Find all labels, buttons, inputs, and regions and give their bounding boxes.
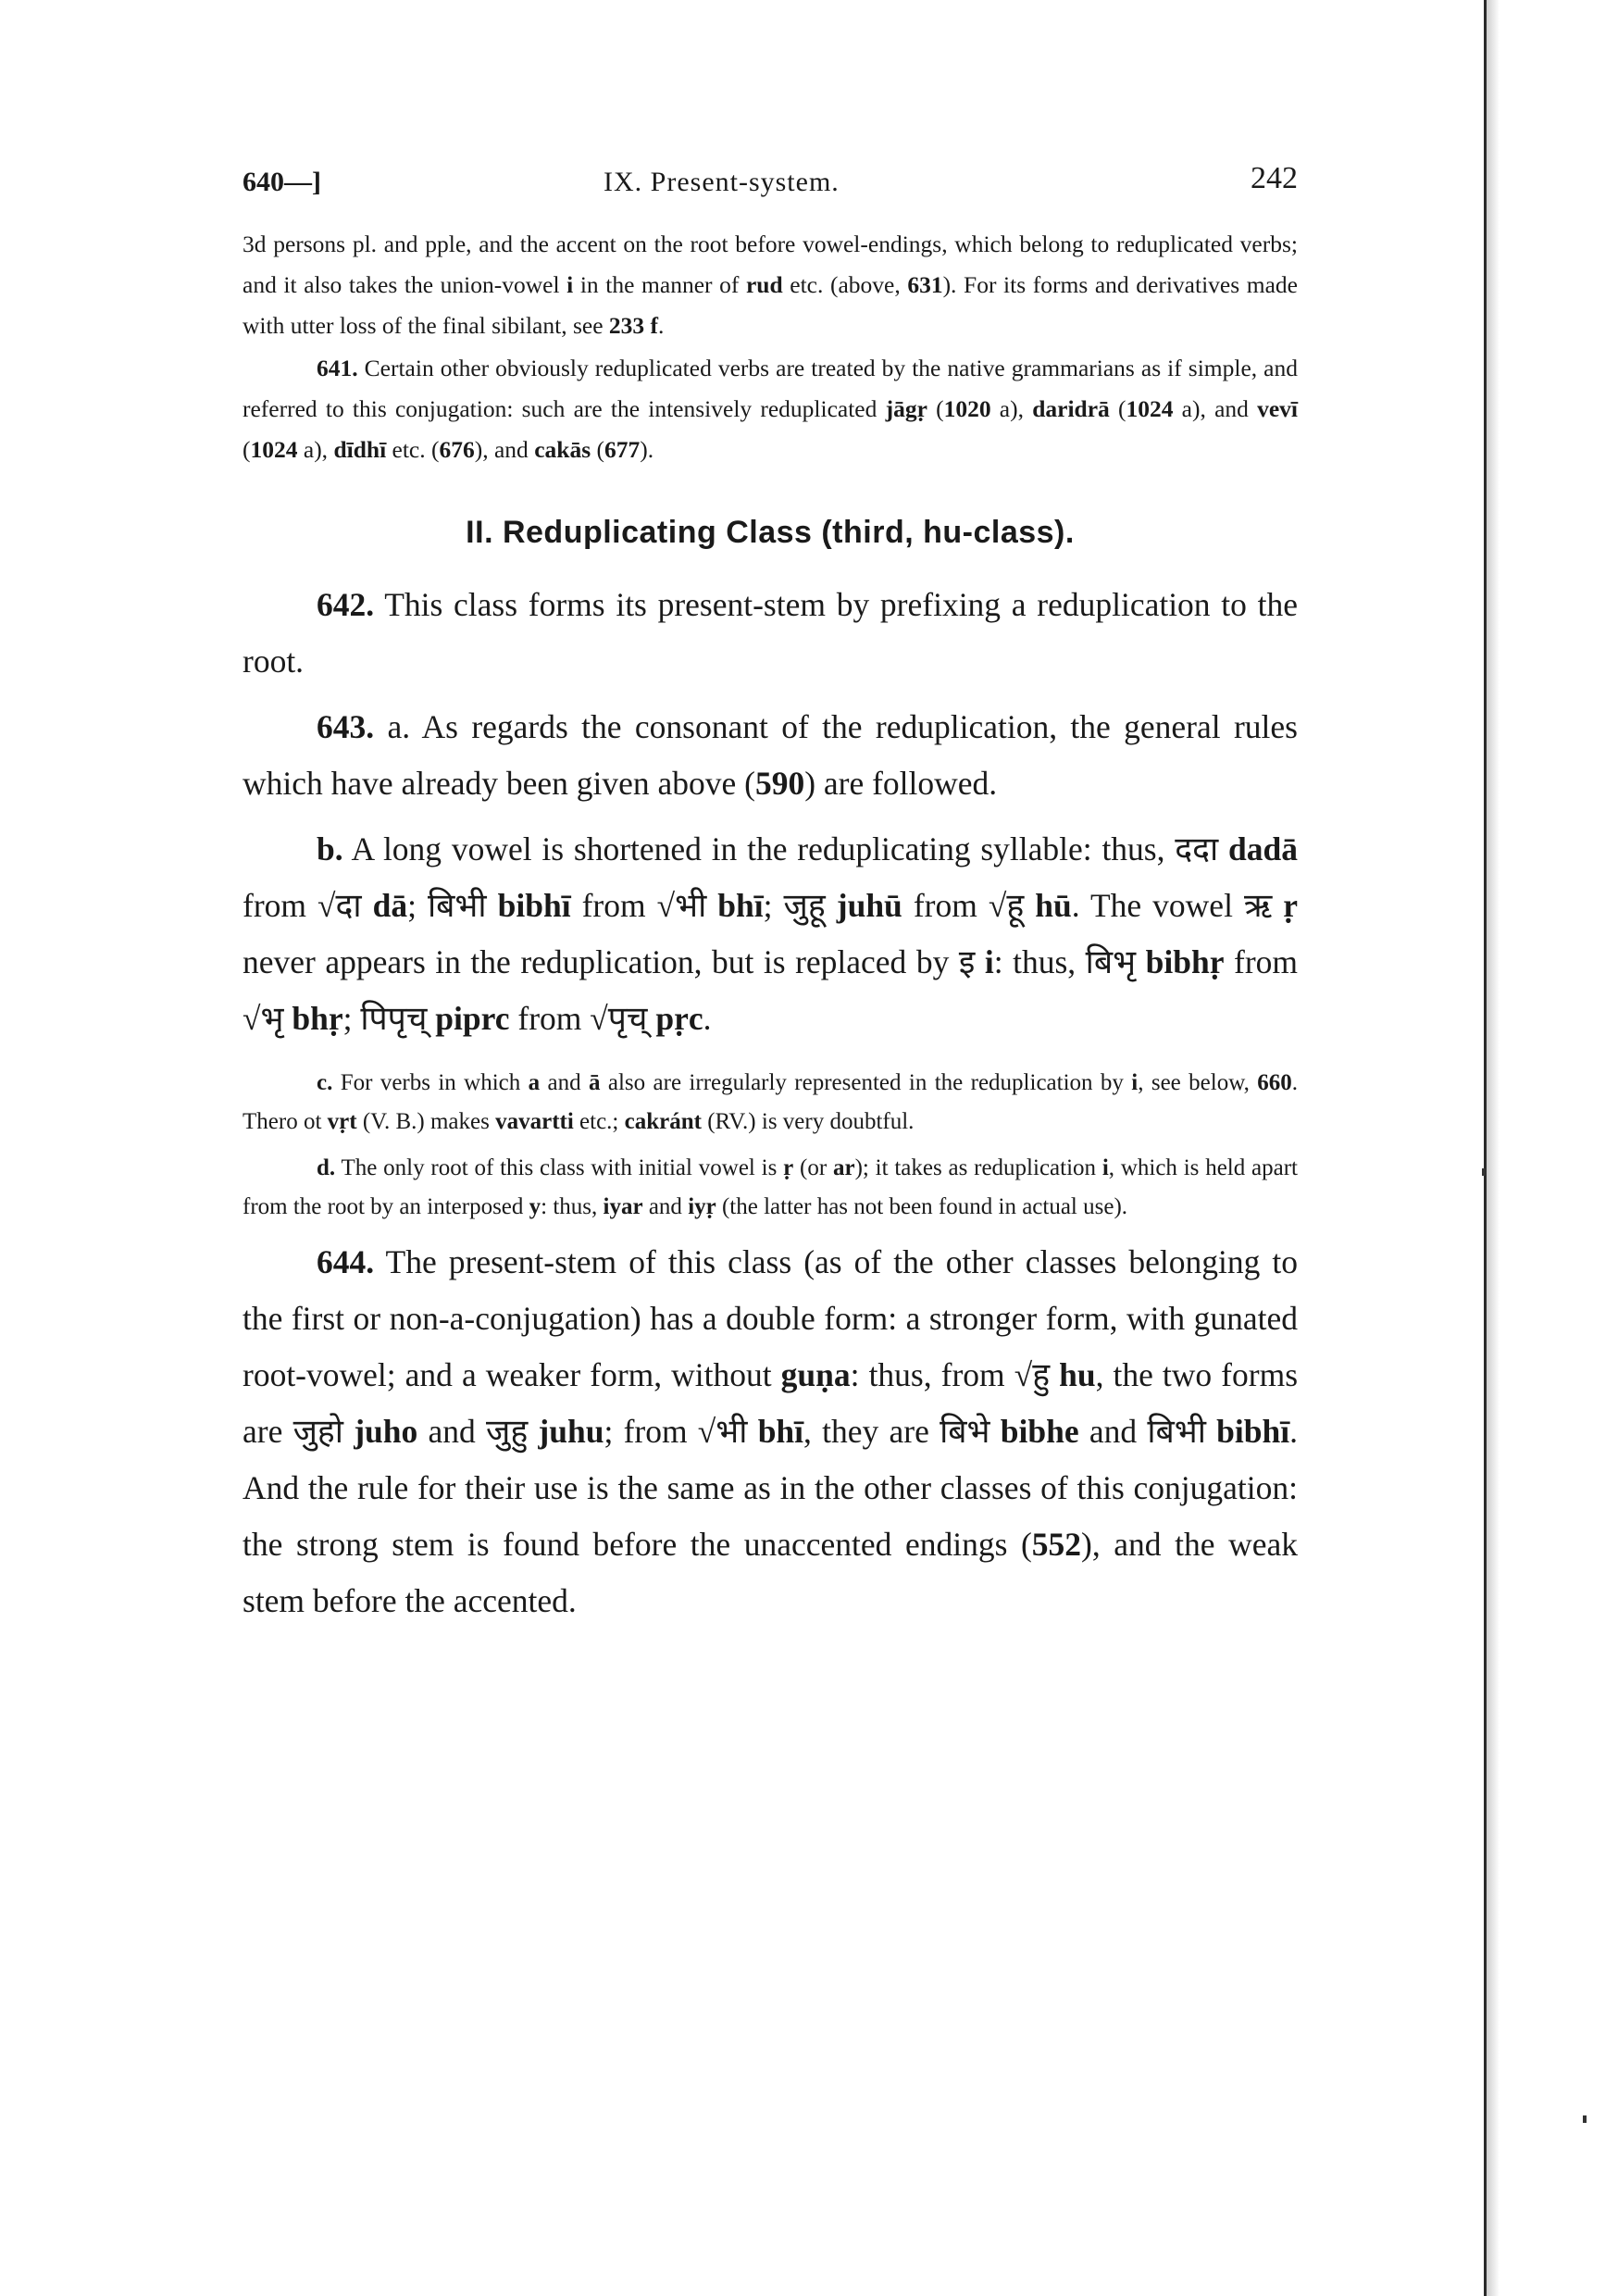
devanagari-form: ऋ bbox=[1243, 887, 1273, 924]
chapter-title: IX. Present-system. bbox=[604, 167, 840, 197]
section-ref: 1024 bbox=[1126, 395, 1174, 422]
term: ṛ bbox=[783, 1155, 794, 1180]
devanagari-form: ददा bbox=[1175, 830, 1219, 867]
term: bibhī bbox=[1216, 1413, 1290, 1450]
term: vevī bbox=[1257, 395, 1298, 422]
text: For verbs in which bbox=[332, 1070, 529, 1095]
text: from √ bbox=[243, 943, 1299, 1037]
devanagari-form: इ bbox=[958, 943, 976, 980]
section-number: 644. bbox=[317, 1243, 375, 1280]
term: ā bbox=[589, 1070, 601, 1095]
term: bhī bbox=[757, 1413, 804, 1450]
paragraph-644 bbox=[243, 1234, 1298, 1629]
term: i bbox=[566, 271, 574, 298]
term: piprc bbox=[435, 1000, 510, 1037]
text: : thus, from √ bbox=[850, 1356, 1033, 1393]
text: : thus, bbox=[541, 1194, 604, 1219]
section-ref: 590 bbox=[754, 765, 805, 802]
devanagari-form: भी bbox=[716, 1413, 748, 1450]
term: dadā bbox=[1228, 830, 1299, 867]
term: y bbox=[529, 1194, 541, 1219]
text: etc. ( bbox=[386, 436, 440, 463]
text: , they are bbox=[803, 1413, 940, 1450]
devanagari-form: जुहो bbox=[292, 1413, 343, 1450]
term: juhū bbox=[836, 887, 902, 924]
text: ), and bbox=[474, 436, 535, 463]
term: bhṛ bbox=[292, 1000, 343, 1037]
term: bibhe bbox=[1000, 1413, 1079, 1450]
devanagari-form: भृ bbox=[260, 1000, 284, 1037]
text: ; from √ bbox=[604, 1413, 716, 1450]
term: dīdhī bbox=[333, 436, 387, 463]
term: cakránt bbox=[624, 1109, 702, 1134]
paragraph-643a bbox=[243, 699, 1298, 812]
text: ( bbox=[927, 395, 944, 422]
text: (V. B.) makes bbox=[356, 1109, 496, 1134]
text: a), and bbox=[1173, 395, 1258, 422]
text: 3d persons pl. and pple, and the accent on the root before vowel-endings, which belong to reduplicated verbs; and it also takes the union-vowel bbox=[243, 231, 1298, 298]
devanagari-form: पृच् bbox=[607, 1000, 648, 1037]
term: jāgṛ bbox=[885, 395, 927, 422]
text: , see below, bbox=[1138, 1070, 1258, 1095]
term: i bbox=[1131, 1070, 1139, 1095]
text: (RV.) is very doubtful. bbox=[701, 1109, 915, 1134]
subsection-letter: c. bbox=[317, 1070, 333, 1095]
devanagari-form: दा bbox=[335, 887, 362, 924]
term: daridrā bbox=[1032, 395, 1110, 422]
section-number: 642. bbox=[317, 586, 375, 623]
text: never appears in the reduplication, but is replaced by bbox=[243, 943, 959, 980]
paragraph-642 bbox=[243, 577, 1298, 690]
section-range: 640—] bbox=[243, 167, 321, 197]
text: , which is held apart from the root by an interposed bbox=[243, 1155, 1298, 1219]
devanagari-form: बिभी bbox=[1147, 1413, 1206, 1450]
paragraph-643c bbox=[243, 1064, 1298, 1142]
term: ṛ bbox=[1283, 887, 1299, 924]
term: vṛt bbox=[327, 1109, 357, 1134]
text: , the two forms are bbox=[243, 1356, 1299, 1450]
text: ). bbox=[640, 436, 654, 463]
devanagari-form: बिभे bbox=[940, 1413, 990, 1450]
term: i bbox=[1101, 1155, 1109, 1180]
term: hū bbox=[1035, 887, 1072, 924]
text: also are irregularly represented in the reduplication by bbox=[600, 1070, 1132, 1095]
section-heading: II. Reduplicating Class (third, hu-class). bbox=[466, 515, 1075, 550]
text: ), and the weak stem before the accented. bbox=[243, 1526, 1298, 1619]
term: juho bbox=[354, 1413, 418, 1450]
section-ref: 677 bbox=[604, 436, 641, 463]
text: (the latter has not been found in actual use). bbox=[716, 1194, 1128, 1219]
section-ref: 1020 bbox=[943, 395, 991, 422]
devanagari-form: हू bbox=[1006, 887, 1025, 924]
term: pṛc bbox=[655, 1000, 703, 1037]
term: ar bbox=[832, 1155, 855, 1180]
devanagari-form: हु bbox=[1032, 1356, 1051, 1393]
term: iyṛ bbox=[688, 1194, 716, 1219]
term: juhu bbox=[538, 1413, 604, 1450]
text: . bbox=[658, 312, 665, 339]
text: ( bbox=[591, 436, 604, 463]
subsection-letter: d. bbox=[317, 1155, 336, 1180]
term: bibhṛ bbox=[1145, 943, 1225, 980]
term: rud bbox=[745, 271, 783, 298]
devanagari-form: जुहू bbox=[783, 887, 826, 924]
text: ). For its forms and derivatives made with utter loss of the final sibilant, see bbox=[243, 271, 1298, 339]
text: ; bbox=[763, 887, 784, 924]
notes-block bbox=[243, 1064, 1298, 1227]
text: and bbox=[540, 1070, 590, 1095]
page-content bbox=[243, 157, 1298, 1633]
devanagari-form: भी bbox=[675, 887, 707, 924]
text: ; bbox=[407, 887, 428, 924]
section-ref: 552 bbox=[1031, 1526, 1082, 1563]
section-number: 643. bbox=[317, 708, 375, 745]
section-number: 641. bbox=[317, 355, 358, 381]
devanagari-form: जुहु bbox=[485, 1413, 529, 1450]
text: (or bbox=[793, 1155, 833, 1180]
text: . bbox=[703, 1000, 712, 1037]
text: . The vowel bbox=[1071, 887, 1244, 924]
text: . And the rule for their use is the same as in the other classes of this conjugation: the strong stem is found before the unaccented endings ( bbox=[243, 1413, 1299, 1563]
text: . Thero ot bbox=[243, 1070, 1299, 1134]
term: vavartti bbox=[495, 1109, 574, 1134]
text: ); it takes as reduplication bbox=[854, 1155, 1102, 1180]
text: A long vowel is shortened in the reduplicating syllable: thus, bbox=[342, 830, 1176, 867]
text: etc. (above, bbox=[782, 271, 908, 298]
term: hu bbox=[1059, 1356, 1096, 1393]
devanagari-form: पिपृच् bbox=[360, 1000, 428, 1037]
text: from √ bbox=[902, 887, 1007, 924]
text: and bbox=[642, 1194, 689, 1219]
text: Certain other obviously reduplicated verbs are treated by the native grammarians as if simple, and referred to this conjugation: such are the intensively reduplicated bbox=[243, 355, 1298, 422]
term: i bbox=[984, 943, 994, 980]
text: : thus, bbox=[993, 943, 1086, 980]
stray-mark bbox=[1583, 2115, 1587, 2123]
text: ) are followed. bbox=[804, 765, 998, 802]
text: a. As regards the consonant of the reduplication, the general rules which have already been given above ( bbox=[243, 708, 1298, 802]
section-ref: 676 bbox=[439, 436, 475, 463]
section-ref: 631 bbox=[907, 271, 943, 298]
continuation-paragraph bbox=[243, 224, 1298, 346]
paragraph-643d bbox=[243, 1149, 1298, 1227]
subsection-letter: b. bbox=[317, 830, 343, 867]
text: ( bbox=[1109, 395, 1126, 422]
text: and bbox=[417, 1413, 486, 1450]
text: and bbox=[1078, 1413, 1148, 1450]
text: a), bbox=[297, 436, 334, 463]
term: dā bbox=[372, 887, 408, 924]
term: bhī bbox=[717, 887, 764, 924]
stray-mark bbox=[1482, 1168, 1486, 1176]
section-ref: 233 f bbox=[608, 312, 659, 339]
running-head bbox=[243, 157, 1298, 213]
text: from √ bbox=[243, 887, 336, 924]
term: iyar bbox=[603, 1194, 643, 1219]
text: a), bbox=[990, 395, 1033, 422]
term: guṇa bbox=[780, 1356, 851, 1393]
page-number: 242 bbox=[1251, 161, 1298, 195]
term: a bbox=[528, 1070, 541, 1095]
text: ; bbox=[342, 1000, 361, 1037]
section-ref: 1024 bbox=[250, 436, 298, 463]
paragraph-641 bbox=[243, 348, 1298, 470]
term: bibhī bbox=[497, 887, 571, 924]
devanagari-form: बिभी bbox=[427, 887, 487, 924]
devanagari-form: बिभृ bbox=[1085, 943, 1137, 980]
page-binding-shadow bbox=[1487, 0, 1500, 2296]
term: cakās bbox=[534, 436, 591, 463]
paragraph-643b bbox=[243, 821, 1298, 1047]
text: etc.; bbox=[573, 1109, 625, 1134]
section-ref: 660 bbox=[1257, 1070, 1292, 1095]
text: The present-stem of this class (as of the other classes belonging to the first or non-a-conjugation) has a double form: a stronger form, with gunated root-vowel; and a weaker form, without bbox=[243, 1243, 1298, 1393]
text: ( bbox=[243, 436, 251, 463]
text: The only root of this class with initial vowel is bbox=[335, 1155, 784, 1180]
text: in the manner of bbox=[573, 271, 746, 298]
text: This class forms its present-stem by prefixing a reduplication to the root. bbox=[243, 586, 1298, 680]
text: from √ bbox=[509, 1000, 608, 1037]
text: from √ bbox=[570, 887, 676, 924]
